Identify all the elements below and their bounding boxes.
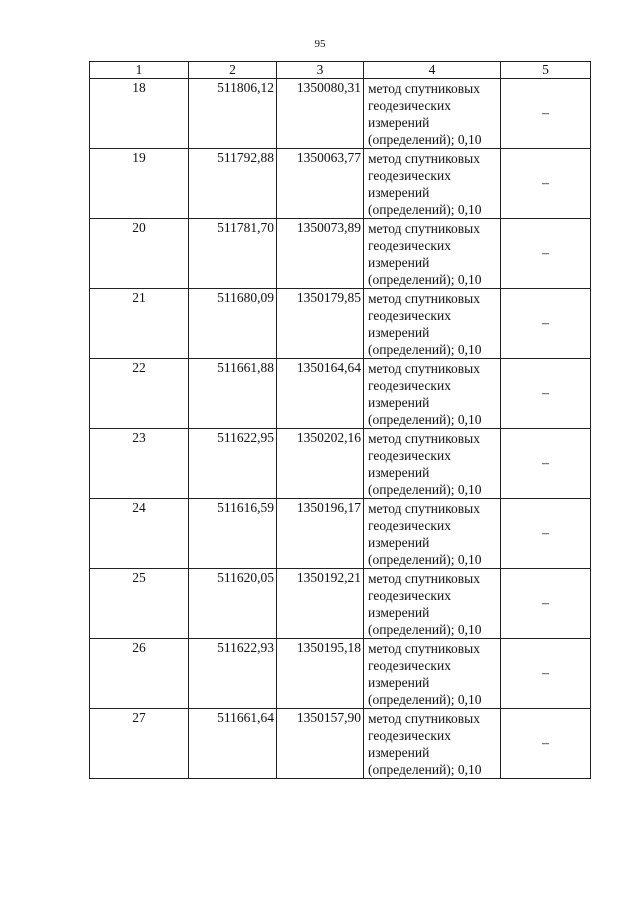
- method-text-line: метод спутниковых: [368, 151, 480, 166]
- method-text-line: измерений: [368, 115, 430, 130]
- coordinate-y-cell: 1350179,85: [277, 289, 364, 359]
- coordinate-x-cell: 511680,09: [189, 289, 277, 359]
- method-cell: [364, 499, 501, 569]
- coordinate-x-cell: 511620,05: [189, 569, 277, 639]
- coordinate-x-cell: 511661,64: [189, 709, 277, 779]
- method-text-line: геодезических: [368, 308, 451, 323]
- method-text-line: (определений); 0,10: [368, 272, 482, 287]
- table-row: [90, 499, 591, 569]
- method-text-line: геодезических: [368, 518, 451, 533]
- coordinate-y-cell: 1350063,77: [277, 149, 364, 219]
- method-text-line: геодезических: [368, 238, 451, 253]
- page-number: 95: [314, 38, 326, 50]
- method-text-line: геодезических: [368, 378, 451, 393]
- method-cell: [364, 149, 501, 219]
- method-text-line: измерений: [368, 675, 430, 690]
- method-text-line: геодезических: [368, 728, 451, 743]
- method-text-line: метод спутниковых: [368, 571, 480, 586]
- method-text-line: метод спутниковых: [368, 431, 480, 446]
- coordinate-y-cell: 1350196,17: [277, 499, 364, 569]
- table-row: [90, 639, 591, 709]
- note-cell: –: [501, 149, 591, 219]
- point-number-cell: 27: [90, 709, 189, 779]
- table-header-row: [90, 62, 591, 79]
- point-number-cell: 19: [90, 149, 189, 219]
- coordinate-x-cell: 511616,59: [189, 499, 277, 569]
- method-text-line: метод спутниковых: [368, 361, 480, 376]
- note-cell: –: [501, 709, 591, 779]
- method-text-line: измерений: [368, 255, 430, 270]
- coordinate-x-cell: 511622,93: [189, 639, 277, 709]
- method-text-line: метод спутниковых: [368, 221, 480, 236]
- table-row: [90, 219, 591, 289]
- coordinates-table: [89, 61, 591, 779]
- point-number-cell: 21: [90, 289, 189, 359]
- coordinate-y-cell: 1350202,16: [277, 429, 364, 499]
- table-row: [90, 709, 591, 779]
- note-cell: –: [501, 79, 591, 149]
- method-text-line: метод спутниковых: [368, 711, 480, 726]
- method-text-line: метод спутниковых: [368, 291, 480, 306]
- note-cell: –: [501, 639, 591, 709]
- point-number-cell: 23: [90, 429, 189, 499]
- table-row: [90, 79, 591, 149]
- method-cell: [364, 569, 501, 639]
- method-cell: [364, 639, 501, 709]
- note-cell: –: [501, 499, 591, 569]
- coordinate-y-cell: 1350157,90: [277, 709, 364, 779]
- point-number-cell: 24: [90, 499, 189, 569]
- method-text-line: измерений: [368, 325, 430, 340]
- method-text-line: геодезических: [368, 98, 451, 113]
- note-cell: –: [501, 359, 591, 429]
- method-text-line: геодезических: [368, 588, 451, 603]
- table-row: [90, 149, 591, 219]
- method-text-line: (определений); 0,10: [368, 622, 482, 637]
- method-text-line: измерений: [368, 465, 430, 480]
- table-row: [90, 569, 591, 639]
- method-text-line: (определений); 0,10: [368, 762, 482, 777]
- method-text-line: геодезических: [368, 658, 451, 673]
- method-cell: [364, 429, 501, 499]
- method-text-line: (определений); 0,10: [368, 692, 482, 707]
- method-text-line: измерений: [368, 605, 430, 620]
- method-text-line: измерений: [368, 745, 430, 760]
- coordinate-y-cell: 1350073,89: [277, 219, 364, 289]
- header-col-4: 4: [364, 62, 501, 79]
- method-cell: [364, 219, 501, 289]
- method-cell: [364, 359, 501, 429]
- table-row: [90, 429, 591, 499]
- note-cell: –: [501, 429, 591, 499]
- method-text-line: измерений: [368, 395, 430, 410]
- table-row: [90, 359, 591, 429]
- method-text-line: (определений); 0,10: [368, 412, 482, 427]
- note-cell: –: [501, 219, 591, 289]
- method-text-line: измерений: [368, 185, 430, 200]
- coordinate-x-cell: 511806,12: [189, 79, 277, 149]
- coordinate-y-cell: 1350080,31: [277, 79, 364, 149]
- header-col-1: 1: [90, 62, 189, 79]
- coordinate-y-cell: 1350164,64: [277, 359, 364, 429]
- point-number-cell: 18: [90, 79, 189, 149]
- point-number-cell: 20: [90, 219, 189, 289]
- method-cell: [364, 709, 501, 779]
- coordinate-y-cell: 1350192,21: [277, 569, 364, 639]
- note-cell: –: [501, 569, 591, 639]
- method-text-line: (определений); 0,10: [368, 342, 482, 357]
- coordinate-y-cell: 1350195,18: [277, 639, 364, 709]
- method-text-line: геодезических: [368, 448, 451, 463]
- method-text-line: метод спутниковых: [368, 641, 480, 656]
- method-text-line: метод спутниковых: [368, 501, 480, 516]
- method-text-line: (определений); 0,10: [368, 482, 482, 497]
- method-text-line: метод спутниковых: [368, 81, 480, 96]
- note-cell: –: [501, 289, 591, 359]
- method-text-line: (определений); 0,10: [368, 552, 482, 567]
- method-text-line: геодезических: [368, 168, 451, 183]
- method-cell: [364, 79, 501, 149]
- method-cell: [364, 289, 501, 359]
- table-row: [90, 289, 591, 359]
- coordinate-x-cell: 511661,88: [189, 359, 277, 429]
- coordinate-x-cell: 511781,70: [189, 219, 277, 289]
- method-text-line: (определений); 0,10: [368, 132, 482, 147]
- method-text-line: (определений); 0,10: [368, 202, 482, 217]
- method-text-line: измерений: [368, 535, 430, 550]
- coordinate-x-cell: 511622,95: [189, 429, 277, 499]
- header-col-3: 3: [277, 62, 364, 79]
- point-number-cell: 26: [90, 639, 189, 709]
- table-body: [90, 79, 591, 779]
- coordinate-x-cell: 511792,88: [189, 149, 277, 219]
- point-number-cell: 25: [90, 569, 189, 639]
- point-number-cell: 22: [90, 359, 189, 429]
- header-col-2: 2: [189, 62, 277, 79]
- header-col-5: 5: [501, 62, 591, 79]
